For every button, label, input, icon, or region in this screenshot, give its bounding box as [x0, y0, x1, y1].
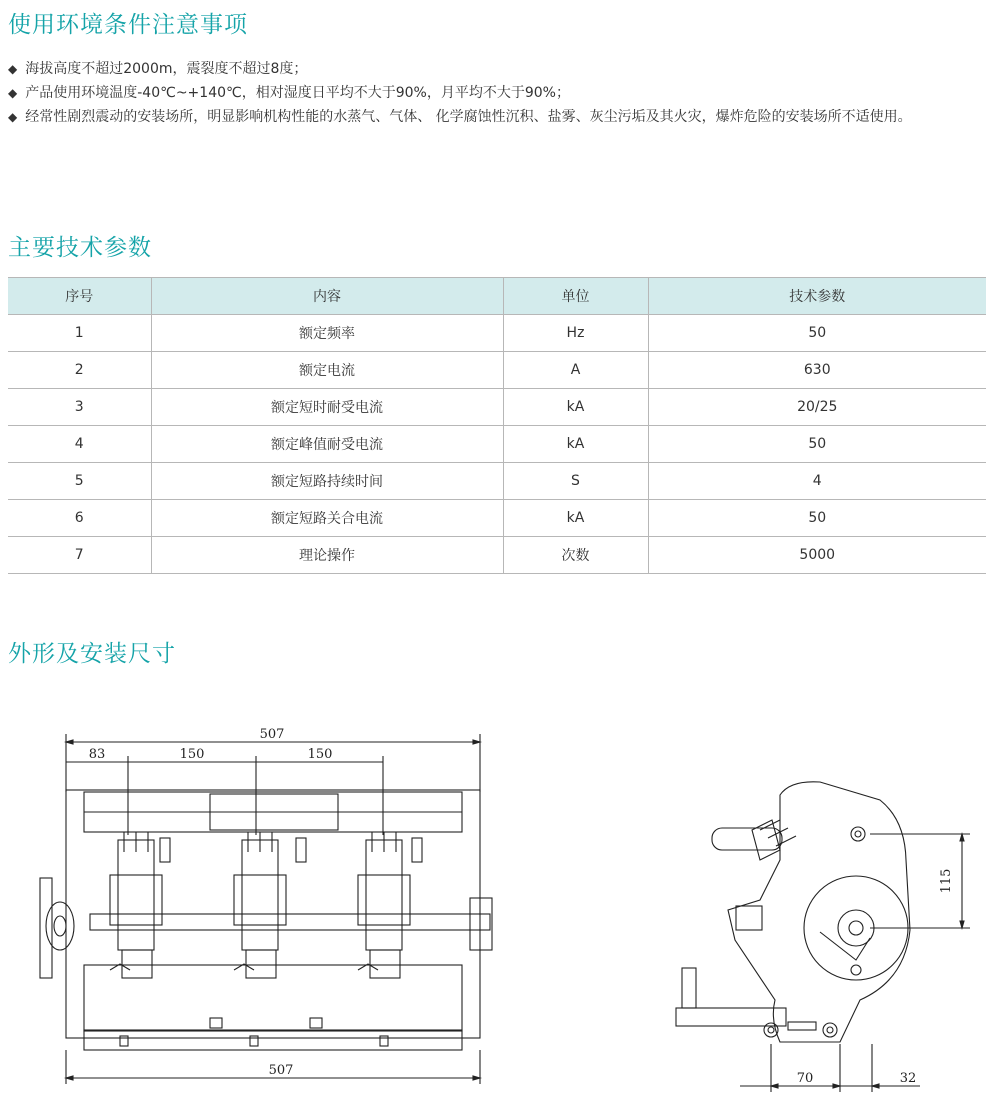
- cell-content: 理论操作: [151, 537, 503, 574]
- dims-section-title: 外形及安装尺寸: [8, 641, 176, 667]
- note-item: [8, 57, 994, 81]
- cell-value: 50: [648, 426, 986, 463]
- cell-index: 3: [74, 399, 84, 415]
- note-text: 经常性剧烈震动的安装场所，明显影响机构性能的水蒸气、气体、 化学腐蚀性沉积、盐雾、灰尘污垢及其火灾，爆炸危险的安装场所不适使用。: [25, 109, 912, 125]
- table-header-row: [8, 278, 986, 315]
- cell-unit: A: [503, 352, 648, 389]
- table-row: [8, 537, 986, 574]
- dim-front-seg1: 83: [88, 747, 106, 762]
- dim-side-bottom-b: 32: [899, 1071, 917, 1086]
- table-row: [8, 352, 986, 389]
- note-item: [8, 81, 994, 105]
- cell-value: 20/25: [648, 389, 986, 426]
- note-item: [8, 105, 994, 129]
- diamond-bullet-icon: ◆: [8, 62, 18, 76]
- cell-unit: S: [503, 463, 648, 500]
- dim-side-bottom-a: 70: [796, 1071, 814, 1086]
- cell-index: 6: [74, 510, 84, 526]
- cell-content: 额定峰值耐受电流: [151, 426, 503, 463]
- dim-front-seg3: 150: [307, 747, 333, 762]
- table-row: [8, 500, 986, 537]
- dimension-drawing: [0, 700, 1000, 1113]
- note-text: 产品使用环境温度-40℃~+140℃，相对湿度日平均不大于90%，月平均不大于90%；: [25, 85, 570, 101]
- cell-content: 额定短路持续时间: [151, 463, 503, 500]
- params-section-title: 主要技术参数: [8, 235, 152, 261]
- table-row: [8, 315, 986, 352]
- col-header-value: 技术参数: [648, 278, 986, 315]
- side-dimension-lines: [740, 834, 970, 1092]
- cell-value: 50: [648, 315, 986, 352]
- cell-value: 630: [648, 352, 986, 389]
- cell-unit: 次数: [503, 537, 648, 574]
- table-row: [8, 389, 986, 426]
- cell-index: 4: [74, 436, 84, 452]
- col-header-content: 内容: [151, 278, 503, 315]
- cell-unit: Hz: [503, 315, 648, 352]
- cell-content: 额定短路关合电流: [151, 500, 503, 537]
- cell-value: 5000: [648, 537, 986, 574]
- cell-content: 额定短时耐受电流: [151, 389, 503, 426]
- side-view-mechanism: [676, 782, 910, 1042]
- env-section-title: 使用环境条件注意事项: [8, 12, 248, 38]
- cell-index: 2: [74, 362, 84, 378]
- table-row: [8, 426, 986, 463]
- dim-front-total-bottom: 507: [268, 1063, 294, 1078]
- dim-side-height: 115: [939, 868, 954, 894]
- diamond-bullet-icon: ◆: [8, 86, 18, 100]
- col-header-unit: 单位: [503, 278, 648, 315]
- cell-index: 5: [74, 473, 84, 489]
- params-table: [8, 277, 986, 574]
- env-notes: [8, 57, 994, 129]
- note-text: 海拔高度不超过2000m，震裂度不超过8度；: [25, 61, 308, 77]
- cell-value: 50: [648, 500, 986, 537]
- col-header-index: 序号: [8, 278, 151, 315]
- dim-front-total-top: 507: [259, 727, 285, 742]
- cell-value: 4: [648, 463, 986, 500]
- cell-content: 额定电流: [151, 352, 503, 389]
- cell-unit: kA: [503, 389, 648, 426]
- front-view-switch: [40, 790, 492, 1050]
- cell-index: 1: [74, 325, 84, 341]
- cell-unit: kA: [503, 500, 648, 537]
- cell-index: 7: [74, 547, 84, 563]
- cell-content: 额定频率: [151, 315, 503, 352]
- table-row: [8, 463, 986, 500]
- cell-unit: kA: [503, 426, 648, 463]
- dim-front-seg2: 150: [179, 747, 205, 762]
- diamond-bullet-icon: ◆: [8, 110, 18, 124]
